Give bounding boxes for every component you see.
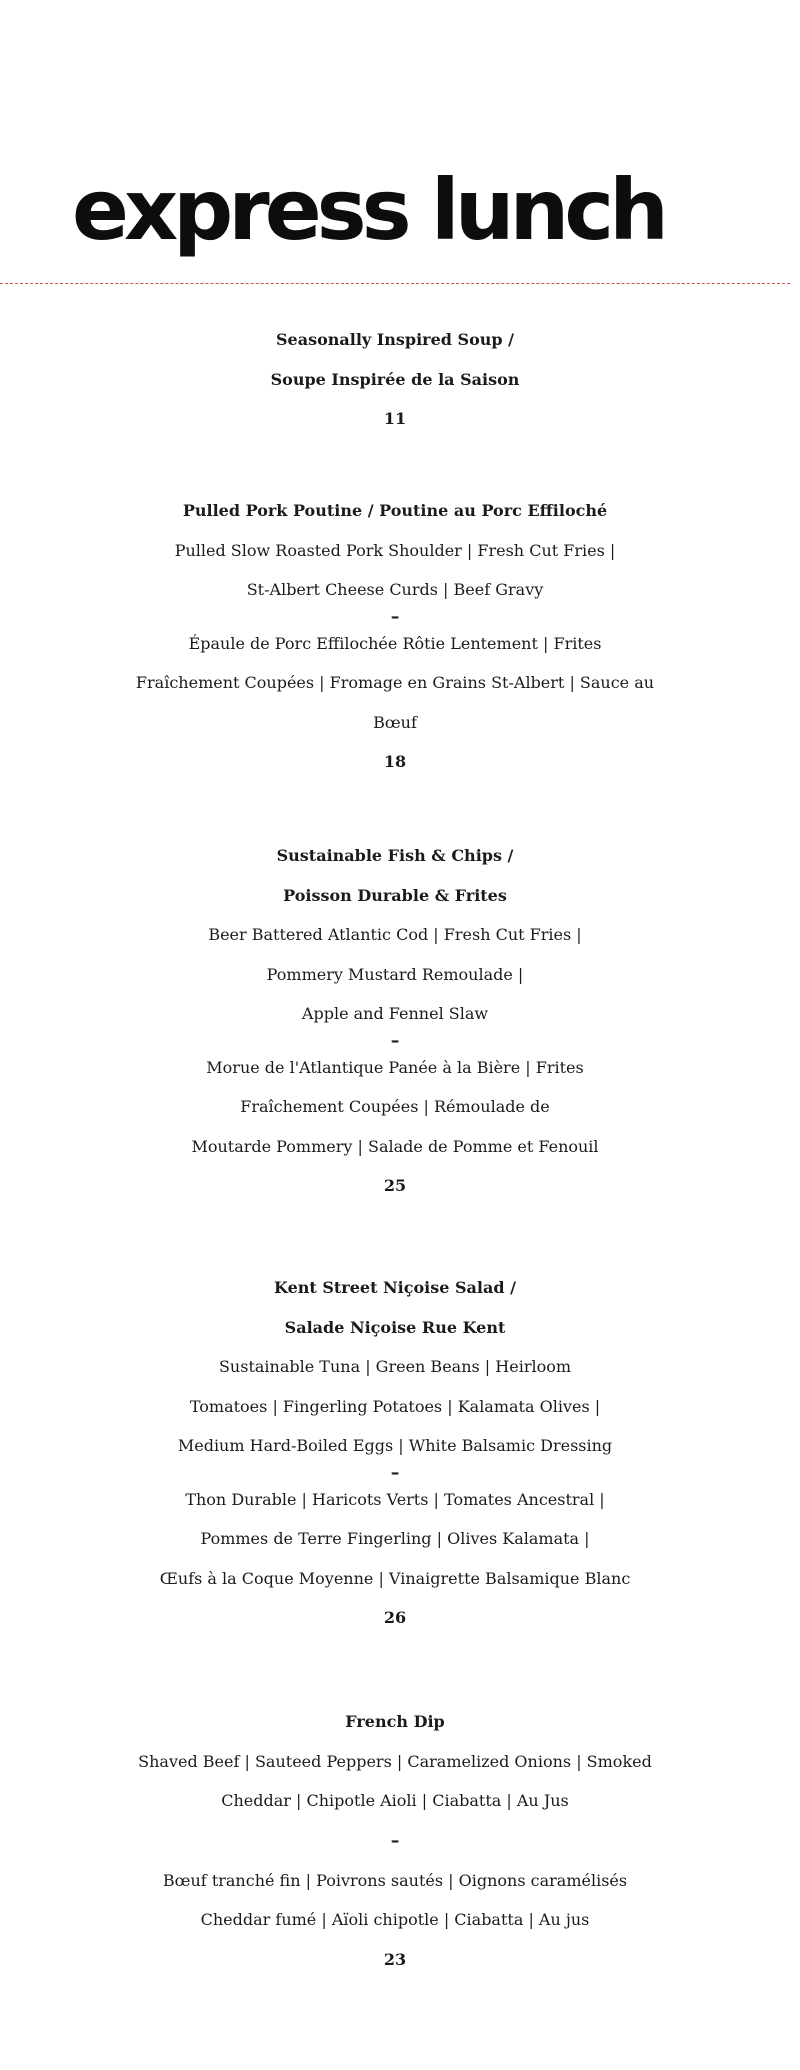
item-description-en: Beer Battered Atlantic Cod | Fresh Cut Fries | bbox=[208, 925, 582, 944]
item-price: 23 bbox=[383, 1949, 407, 1969]
item-description-en: Medium Hard-Boiled Eggs | White Balsamic Dressing bbox=[177, 1436, 613, 1455]
item-description-fr: Fraîchement Coupées | Fromage en Grains St-Albert | Sauce au bbox=[135, 673, 655, 692]
item-description-fr: Morue de l'Atlantique Panée à la Bière | Frites bbox=[206, 1057, 584, 1077]
item-description-en: Cheddar | Chipotle Aioli | Ciabatta | Au Jus bbox=[221, 1791, 569, 1810]
item-description-en: St-Albert Cheese Curds | Beef Gravy bbox=[246, 580, 544, 599]
item-name: Pulled Pork Poutine / Poutine au Porc Effiloché bbox=[182, 501, 608, 520]
menu-item-french-dip bbox=[0, 1702, 790, 1979]
item-description-en: Pulled Slow Roasted Pork Shoulder | Fresh Cut Fries | bbox=[174, 540, 616, 560]
item-description-fr: Cheddar fumé | Aïoli chipotle | Ciabatta | Au jus bbox=[200, 1910, 590, 1929]
item-name: Poisson Durable & Frites bbox=[283, 885, 507, 905]
item-description-fr: Bœuf bbox=[373, 712, 417, 732]
language-separator: - bbox=[390, 1456, 400, 1488]
item-price: 25 bbox=[383, 1176, 407, 1195]
dashed-divider bbox=[0, 283, 790, 284]
item-price: 11 bbox=[383, 409, 407, 428]
item-description-en: Apple and Fennel Slaw bbox=[301, 1004, 489, 1023]
item-description-fr: Bœuf tranché fin | Poivrons sautés | Oignons caramélisés bbox=[162, 1870, 628, 1890]
item-price: 26 bbox=[383, 1608, 407, 1627]
item-description-en: Pommery Mustard Remoulade | bbox=[266, 964, 524, 984]
item-description-en: Sustainable Tuna | Green Beans | Heirloom bbox=[218, 1357, 572, 1376]
item-description-fr: Œufs à la Coque Moyenne | Vinaigrette Balsamique Blanc bbox=[159, 1568, 631, 1588]
item-name: Sustainable Fish & Chips / bbox=[276, 846, 514, 865]
menu-item-soup bbox=[0, 320, 790, 439]
language-separator: - bbox=[390, 600, 400, 632]
item-description-fr: Moutarde Pommery | Salade de Pomme et Fenouil bbox=[191, 1136, 599, 1156]
item-name: Salade Niçoise Rue Kent bbox=[284, 1317, 506, 1337]
menu-item-nicoise-salad bbox=[0, 1268, 790, 1638]
language-separator: - bbox=[390, 1024, 400, 1056]
item-name: Seasonally Inspired Soup / bbox=[275, 330, 515, 349]
item-description-fr: Pommes de Terre Fingerling | Olives Kalamata | bbox=[200, 1529, 590, 1548]
item-name: French Dip bbox=[345, 1712, 445, 1731]
language-separator: - bbox=[390, 1824, 400, 1856]
item-description-fr: Épaule de Porc Effilochée Rôtie Lentement | Frites bbox=[188, 633, 602, 653]
item-description-en: Shaved Beef | Sauteed Peppers | Caramelized Onions | Smoked bbox=[138, 1751, 652, 1771]
menu-item-poutine bbox=[0, 491, 790, 782]
item-price: 18 bbox=[383, 752, 407, 771]
menu-title: express lunch bbox=[72, 161, 664, 259]
item-description-fr: Thon Durable | Haricots Verts | Tomates Ancestral | bbox=[185, 1489, 605, 1509]
item-description-en: Tomatoes | Fingerling Potatoes | Kalamata Olives | bbox=[189, 1396, 601, 1416]
menu-item-fish-chips bbox=[0, 836, 790, 1206]
item-name: Kent Street Niçoise Salad / bbox=[274, 1278, 516, 1297]
item-description-fr: Fraîchement Coupées | Rémoulade de bbox=[240, 1097, 550, 1116]
item-name: Soupe Inspirée de la Saison bbox=[270, 369, 520, 389]
